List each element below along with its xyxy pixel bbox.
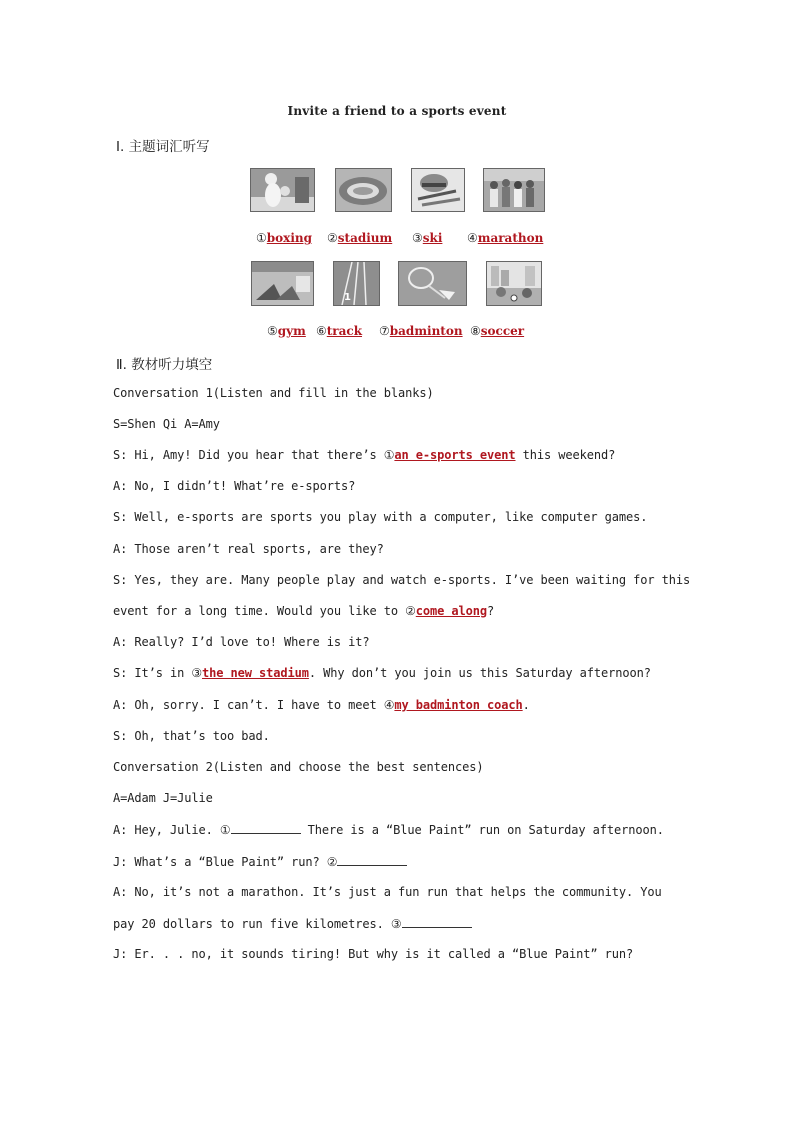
answer-text: an e-sports event <box>394 448 516 462</box>
dialogue-line: J: What’s a “Blue Paint” run? ② <box>113 854 407 869</box>
gym-picture <box>251 261 314 306</box>
section-heading-listening: Ⅱ. 教材听力填空 <box>116 357 213 373</box>
answer-text: ski <box>422 231 443 245</box>
conversation-2-heading: Conversation 2(Listen and choose the best sentences) <box>113 760 484 774</box>
answer-blank[interactable] <box>337 854 407 866</box>
boxing-picture <box>250 168 315 212</box>
answer-text: come along <box>415 604 488 618</box>
track-picture <box>333 261 380 306</box>
dialogue-line: A: Hey, Julie. ① There is a “Blue Paint” run on Saturday afternoon. <box>113 823 664 837</box>
svg-text:1: 1 <box>344 292 351 303</box>
answer-text: gym <box>277 324 306 338</box>
dialogue-line: J: Er. . . no, it sounds tiring! But why is it called a “Blue Paint” run? <box>113 947 634 961</box>
vocab-item-5: ⑤gym <box>267 324 306 338</box>
answer-text: badminton <box>389 324 463 338</box>
vocab-item-3: ③ski <box>412 231 443 245</box>
answer-text: marathon <box>477 231 544 245</box>
vocab-item-6: ⑥track <box>316 324 363 338</box>
dialogue-line: event for a long time. Would you like to ②come along? <box>113 604 495 618</box>
vocab-item-4: ④marathon <box>467 231 544 245</box>
dialogue-line: A: Those aren’t real sports, are they? <box>113 542 384 556</box>
section-heading-vocabulary: Ⅰ. 主题词汇听写 <box>116 139 210 155</box>
dialogue-line: S: Hi, Amy! Did you hear that there’s ①an e-sports event this weekend? <box>113 448 616 462</box>
conversation-1-speakers: S=Shen Qi A=Amy <box>113 417 220 431</box>
dialogue-line: A: Oh, sorry. I can’t. I have to meet ④my badminton coach. <box>113 698 530 712</box>
answer-blank[interactable] <box>231 822 301 834</box>
answer-text: track <box>326 324 363 338</box>
vocab-image-row-1 <box>0 168 794 218</box>
vocab-item-1: ①boxing <box>256 231 312 245</box>
vocab-item-2: ②stadium <box>327 231 393 245</box>
ski-picture <box>411 168 465 212</box>
soccer-picture <box>486 261 542 306</box>
dialogue-line: pay 20 dollars to run five kilometres. ③ <box>113 916 472 931</box>
answer-blank[interactable] <box>402 916 472 928</box>
answer-text: stadium <box>337 231 393 245</box>
stadium-picture <box>335 168 392 212</box>
vocab-image-row-2 <box>0 261 794 311</box>
dialogue-line: S: Oh, that’s too bad. <box>113 729 270 743</box>
answer-text: the new stadium <box>202 666 309 680</box>
badminton-picture <box>398 261 467 306</box>
dialogue-line: A: Really? I’d love to! Where is it? <box>113 635 370 649</box>
page-title: Invite a friend to a sports event <box>287 104 507 118</box>
dialogue-line: S: It’s in ③the new stadium. Why don’t you join us this Saturday afternoon? <box>113 666 651 680</box>
dialogue-line: S: Yes, they are. Many people play and watch e-sports. I’ve been waiting for this <box>113 573 691 587</box>
answer-text: my badminton coach <box>394 698 523 712</box>
vocab-item-8: ⑧soccer <box>470 324 525 338</box>
conversation-2-speakers: A=Adam J=Julie <box>113 791 213 805</box>
marathon-picture <box>483 168 545 212</box>
dialogue-line: A: No, I didn’t! What’re e-sports? <box>113 479 356 493</box>
conversation-1-heading: Conversation 1(Listen and fill in the blanks) <box>113 386 434 400</box>
vocab-item-7: ⑦badminton <box>379 324 463 338</box>
dialogue-line: A: No, it’s not a marathon. It’s just a fun run that helps the community. You <box>113 885 662 899</box>
answer-text: boxing <box>266 231 312 245</box>
answer-text: soccer <box>480 324 525 338</box>
dialogue-line: S: Well, e-sports are sports you play with a computer, like computer games. <box>113 510 648 524</box>
